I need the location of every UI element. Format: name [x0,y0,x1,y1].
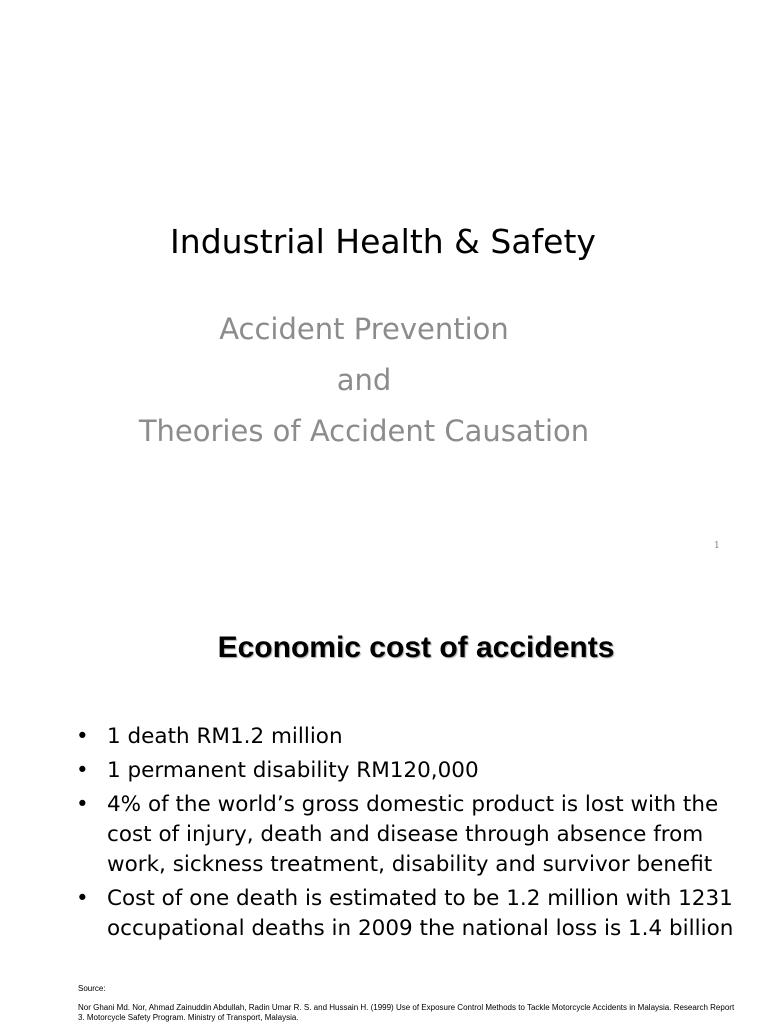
subtitle-line: and [336,363,392,397]
subtitle-line: Accident Prevention [219,312,509,346]
bullet-text: 4% of the world’s gross domestic product is lost with the cost of injury, death and disease through absence from work, sickness treatment, disability and survivor benefit [107,792,719,877]
bullet-list [76,722,766,948]
slide-title [0,218,768,266]
bullet-text: Cost of one death is estimated to be 1.2 million with 1231 occupational deaths in 2009 the national loss is 1.4 billion [107,886,734,941]
bullet-icon: • [76,792,89,817]
slide-subtitle [0,304,728,457]
subtitle-line: Theories of Accident Causation [138,414,590,448]
bullet-text: 1 permanent disability RM120,000 [107,758,479,783]
bullet-icon: • [76,724,89,749]
list-item [76,756,766,786]
section-title: Economic cost of accidents [217,631,615,664]
source-label: Source: [78,984,106,993]
list-item [76,790,766,880]
bullet-icon: • [76,886,89,911]
content-slide [0,576,768,1024]
slide-title-text: Industrial Health & Safety [170,222,596,261]
page-number: 1 [714,541,720,551]
list-item [76,884,766,944]
source-citation [78,984,738,1023]
source-text: Nor Ghani Md. Nor, Ahmad Zainuddin Abdullah, Radin Umar R. S. and Hussain H. (1999) Use of Exposure Control Methods to Tackle Motorcycle Accidents in Malaysia. Research Report 3. Motorcycle Safety Program. Ministry of Transport, Malaysia. [78,1003,735,1022]
bullet-text: 1 death RM1.2 million [107,724,343,749]
list-item [76,722,766,752]
bullet-icon: • [76,758,89,783]
